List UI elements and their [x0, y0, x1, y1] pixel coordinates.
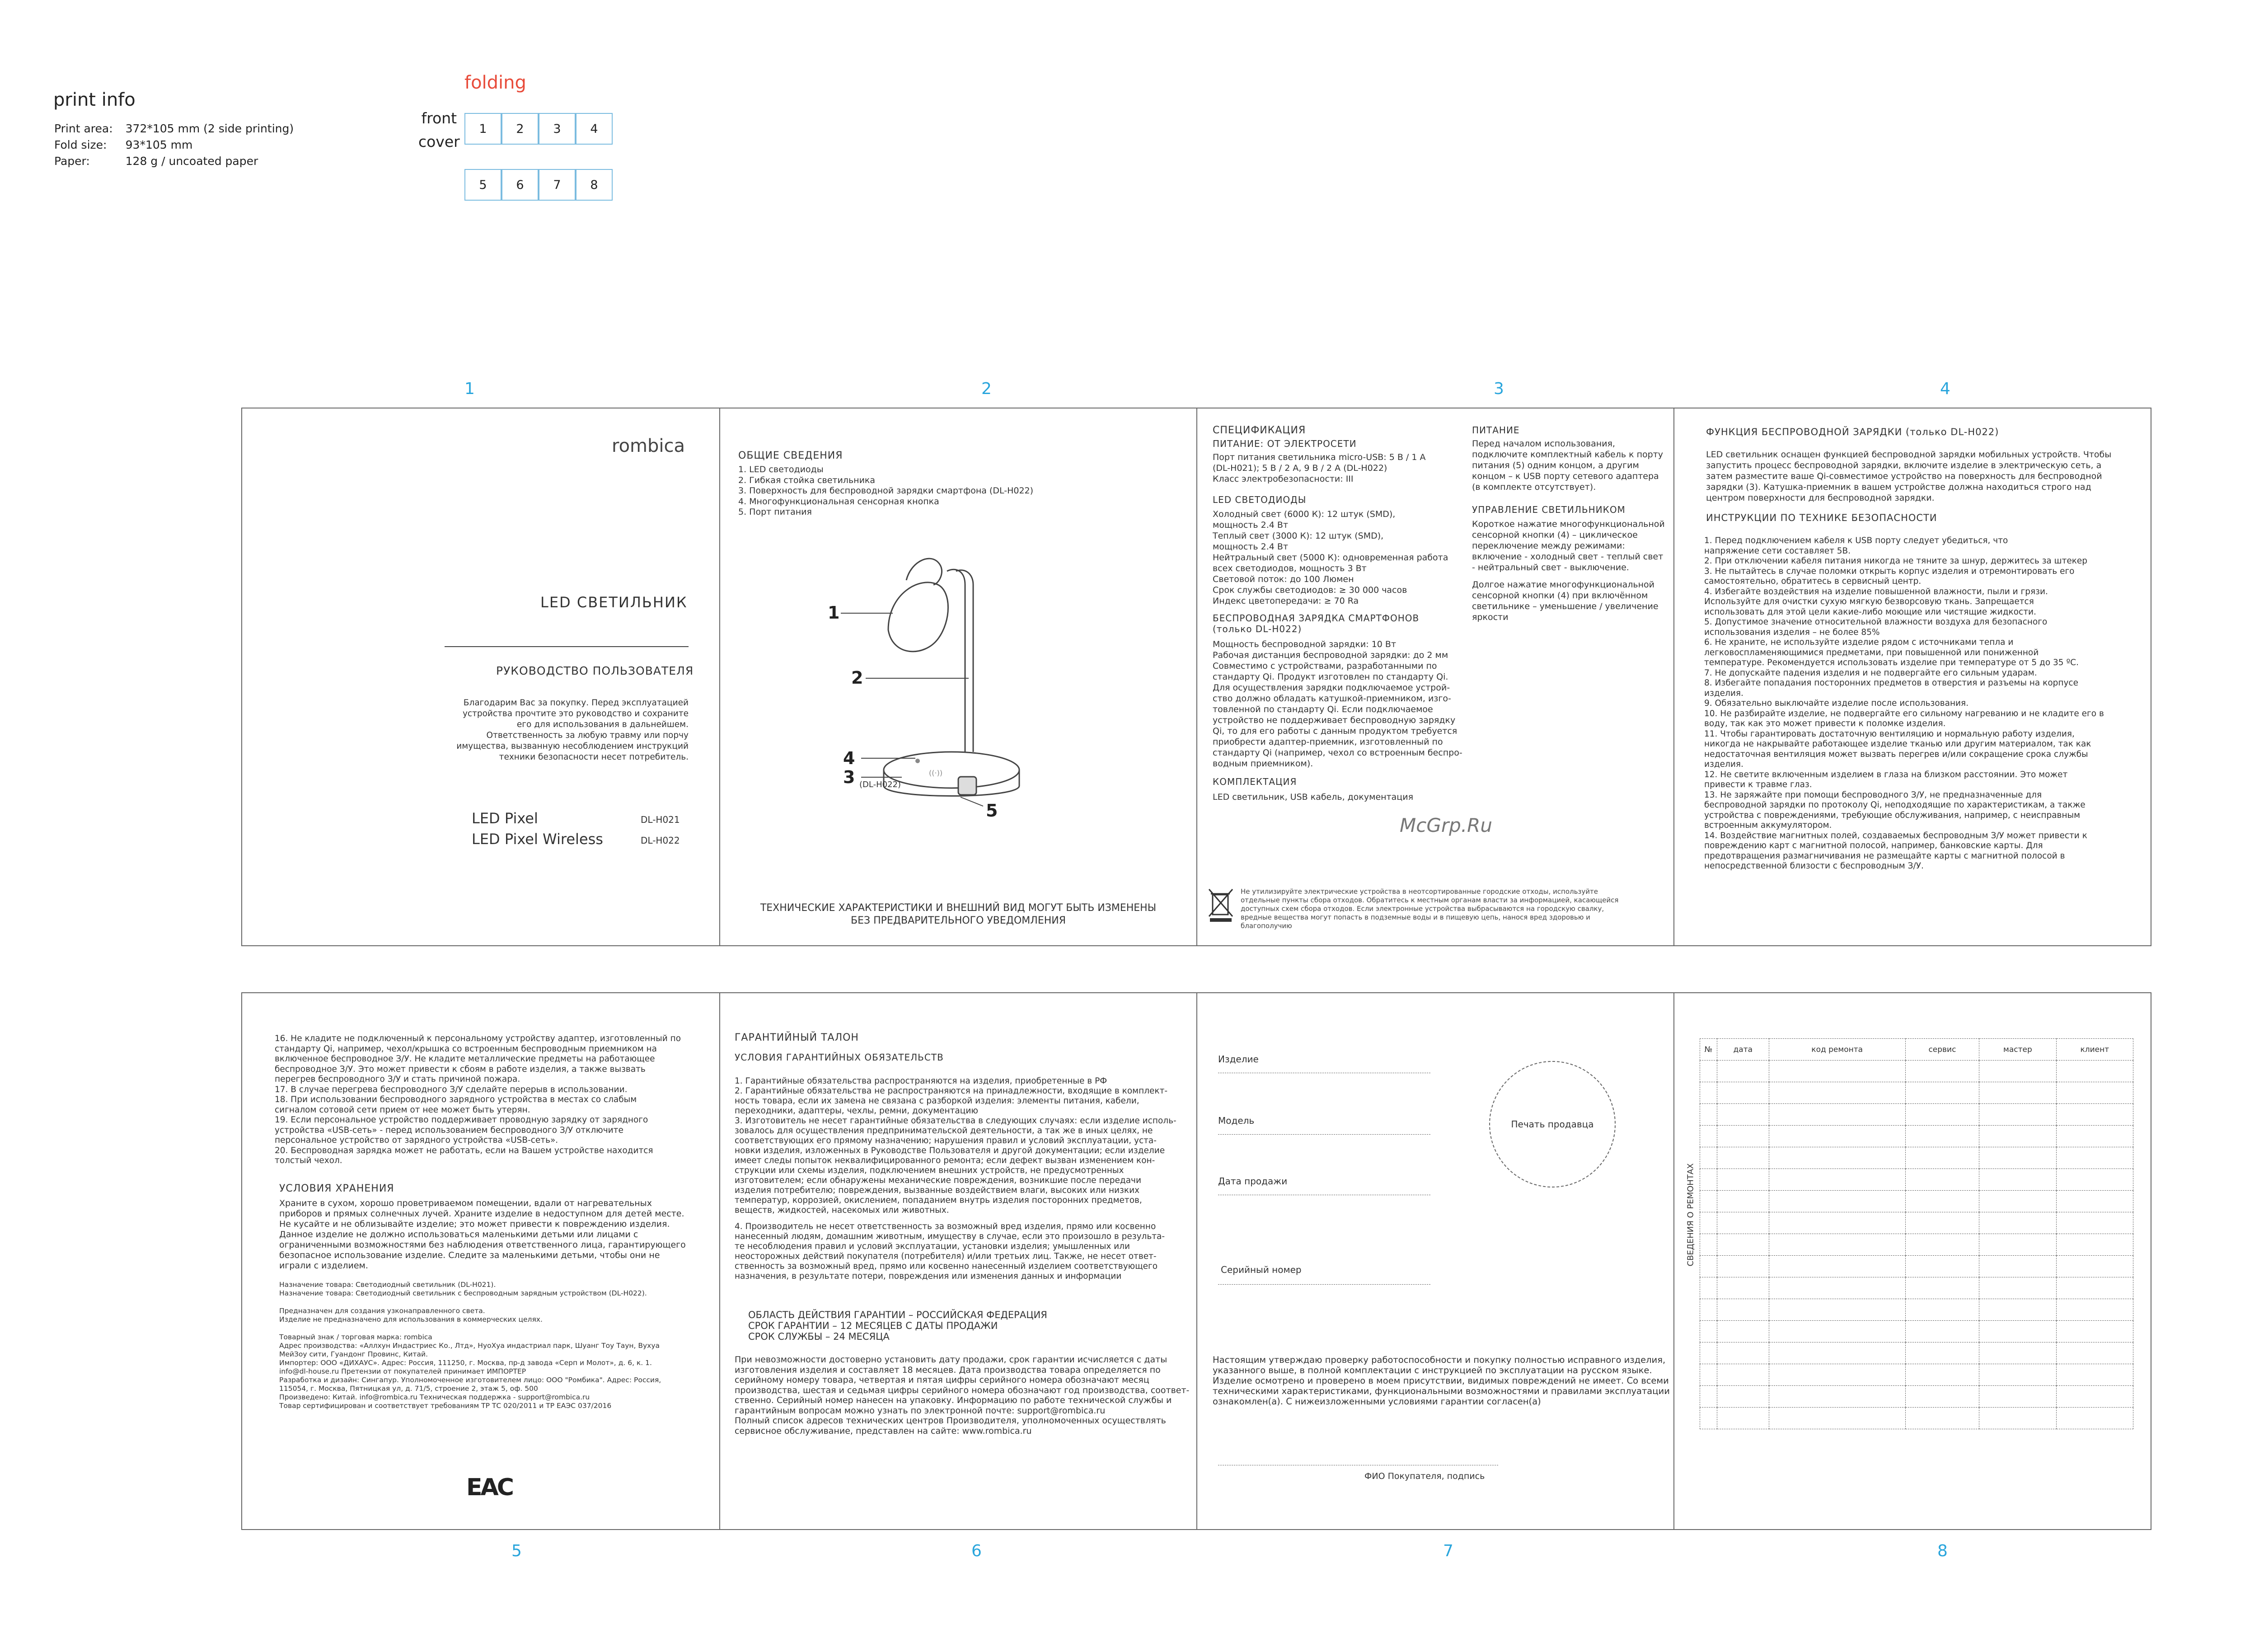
list-item: 4. Многофункциональная сенсорная кнопка — [738, 496, 939, 507]
fold-panel: 8 — [576, 169, 613, 201]
parts-list — [738, 465, 1033, 518]
repairs-side-title: СВЕДЕНИЯ О РЕМОНТАХ — [1686, 1163, 1696, 1267]
general-heading: ОБЩИЕ СВЕДЕНИЯ — [738, 450, 843, 461]
dl-note: (DL-H022) — [859, 780, 901, 789]
wireless-func-heading: ФУНКЦИЯ БЕСПРОВОДНОЙ ЗАРЯДКИ (только DL-H022) — [1706, 427, 1999, 437]
page-number: 4 — [1940, 380, 1950, 398]
print-area-label: Print area: — [54, 122, 113, 135]
table-row — [1700, 1234, 2133, 1256]
list-item: 1. Перед подключением кабеля к USB порту следует убедиться, что напряжение сети составляет 5В. — [1704, 536, 2008, 556]
list-item: 4. Производитель не несет ответственность за возможный вред изделия, прямо или косвенно нанесенный людям, домашним животным, имуществу в случае, если это произошло в результа- те несоблюдения правил и условий эксплуатации, установки изделия; умышленных или неосторожных действий покупателя (потребителя) и/или третьих лиц. Также, не несет ответ- ственность за возможный вред, прямо или косвенно нанесенный изделием соответствующего назначения, в результате потери, повреждения или изменения данных и информации — [735, 1222, 1165, 1281]
wireless-func-text: LED светильник оснащен функцией беспроводной зарядки мобильных устройств. Чтобы запустить процесс беспроводной зарядки, включите изделие в электрическую сеть, а затем разместите ваше Qi-совместимое устройство на поверхность для беспроводной зарядки (3). Катушка-приемник в вашем устройстве должна находиться строго над центром поверхности для беспроводной зарядки. — [1706, 450, 2112, 503]
column-header: мастер — [1979, 1039, 2057, 1061]
product-title: LED СВЕТИЛЬНИК — [540, 594, 688, 611]
table-row — [1700, 1082, 2133, 1104]
package-text: LED светильник, USB кабель, документация — [1213, 792, 1414, 802]
paper-label: Paper: — [54, 155, 90, 168]
control-text-2: Долгое нажатие многофункциональной сенсорной кнопки (4) при включённом светильнике – уменьшение / увеличение яркости — [1472, 580, 1659, 622]
print-info-table — [53, 120, 306, 170]
fold-line — [1673, 993, 1674, 1529]
seller-stamp-label: Печать продавца — [1511, 1119, 1594, 1130]
callout-label: 3 — [843, 767, 855, 787]
model-code: DL-H021 — [641, 814, 680, 825]
fold-line — [1196, 993, 1197, 1529]
fold-panel: 6 — [501, 169, 539, 201]
print-area-value: 372*105 mm (2 side printing) — [125, 122, 294, 135]
safety-list-cont — [275, 1034, 681, 1166]
control-text: Короткое нажатие многофункциональной сенсорной кнопки (4) – циклическое переключение между режимами: включение - холодный свет - теплый свет - нейтральный свет - выключение. — [1472, 519, 1665, 573]
list-item: 20. Беспроводная зарядка может не работать, если на Вашем устройстве находится толстый чехол. — [275, 1145, 653, 1165]
power-heading: ПИТАНИЕ: ОТ ЭЛЕКТРОСЕТИ — [1213, 438, 1357, 449]
column-header: № — [1700, 1039, 1717, 1061]
fold-line — [1673, 408, 1674, 945]
print-info-title: print info — [53, 89, 136, 110]
table-row — [1700, 1299, 2133, 1321]
purpose-text: Назначение товара: Светодиодный светильник (DL-H021). Назначение товара: Светодиодный светильник с беспроводным зарядным устройством (DL-H022). — [279, 1281, 647, 1297]
page-number: 8 — [1937, 1542, 1948, 1560]
column-header: сервис — [1905, 1039, 1979, 1061]
signature-label: ФИО Покупателя, подпись — [1364, 1471, 1485, 1481]
folding-row-top — [464, 113, 613, 145]
purpose-note: Предназначен для создания узконаправленного света. Изделие не предназначено для использования в коммерческих целях. — [279, 1307, 543, 1323]
footer-note: ТЕХНИЧЕСКИЕ ХАРАКТЕРИСТИКИ И ВНЕШНИЙ ВИД МОГУТ БЫТЬ ИЗМЕНЕНЫ БЕЗ ПРЕДВАРИТЕЛЬНОГО УВЕДОМЛЕНИЯ — [760, 902, 1157, 926]
power-text: Порт питания светильника micro-USB: 5 В / 1 А (DL-H021); 5 В / 2 А, 9 В / 2 А (DL-H022) Класс электробезопасности: III — [1213, 452, 1426, 484]
fold-panel: 2 — [501, 113, 539, 145]
field-date-label: Дата продажи — [1218, 1176, 1288, 1187]
callout-label: 5 — [986, 801, 998, 821]
lamp-diagram — [802, 517, 1119, 842]
callout-label: 4 — [843, 748, 855, 768]
repairs-table — [1700, 1038, 2133, 1429]
svg-text:((·)): ((·)) — [929, 769, 943, 777]
manual-title: РУКОВОДСТВО ПОЛЬЗОВАТЕЛЯ — [496, 664, 694, 677]
table-row — [1700, 1321, 2133, 1342]
list-item: 6. Не храните, не используйте изделие рядом с источниками тепла и легковоспламеняющимися предметами, при повышенной или пониженной температуре. Рекомендуется использовать изделие при температуре от 5 до 35 ºС. — [1704, 638, 2079, 667]
table-row — [1700, 1408, 2133, 1429]
field-line — [1218, 1134, 1430, 1135]
safety-heading: ИНСТРУКЦИИ ПО ТЕХНИКЕ БЕЗОПАСНОСТИ — [1706, 512, 1937, 523]
eco-note: Не утилизируйте электрические устройства в неотсортированные городские отходы, используйте отдельные пункты сбора отходов. Обратитесь к местным органам власти за информацией, касающейся доступных схем сбора отходов. Если электронные устройства выбрасываются на городскую свалку, вредные вещества могут попасть в подземные воды и в пищевую цепь, нанося вред здоровью и благополучию — [1241, 887, 1619, 930]
list-item: 2. Гибкая стойка светильника — [738, 475, 876, 485]
list-item: 14. Воздействие магнитных полей, создаваемых беспроводным З/У может привести к повреждению карт с магнитной полосой, например, банковские карты. Для предотвращения размагничивания не размещайте карты с магнитной полосой в непосредственной близости с беспроводным З/У. — [1704, 831, 2087, 871]
list-item: 2. Гарантийные обязательства не распространяются на принадлежности, входящие в комплект- ность товара, если их замена не связана с разборкой изделия: элементы питания, кабели, переходники, адаптеры, чехлы, ремни, документацию — [735, 1086, 1168, 1116]
list-item: 2. При отключении кабеля питания никогда не тяните за шнур, держитесь за штекер — [1704, 556, 2088, 566]
model-name: LED Pixel — [472, 810, 538, 827]
callout-label: 2 — [851, 668, 863, 688]
callout-label: 1 — [828, 603, 840, 623]
list-item: 13. Не заряжайте при помощи беспроводного З/У, не предназначенные для беспроводной зарядки по протоколу Qi, неподходящие по характеристикам, а также устройства с повреждениями, требующие обслуживания, например, с неисправным встроенным аккумулятором. — [1704, 790, 2086, 830]
list-item: 5. Допустимое значение относительной влажности воздуха для безопасного использования изделия – не более 85% — [1704, 617, 2048, 637]
warranty-info: При невозможности достоверно установить дату продажи, срок гарантии исчисляется с даты изготовления изделия и составляет 18 месяцев. Дата производства товара определяется по серийному номеру товара, четвертая и пятая цифры серийного номера обозначают месяц производства, шестая и седьмая цифры серийного номера обозначают год производства, соответ- ственно. Серийный номер нанесен на упаковку. Информацию по работе технической службы и гарантийным вопросам можно узнать по электронной почте: support@rombica.ru Полный список адресов технических центров Производителя, уполномоченных осуществлять сервисное обслуживание, представлен на сайте: www.rombica.ru — [735, 1355, 1190, 1436]
list-item: 3. Не пытайтесь в случае поломки открыть корпус изделия и отремонтировать его самостоятельно, обратитесь в сервисный центр. — [1704, 566, 2075, 586]
warranty-area: ОБЛАСТЬ ДЕЙСТВИЯ ГАРАНТИИ – РОССИЙСКАЯ ФЕДЕРАЦИЯ СРОК ГАРАНТИИ – 12 МЕСЯЦЕВ С ДАТЫ ПРОДАЖИ СРОК СЛУЖБЫ – 24 МЕСЯЦА — [748, 1309, 1047, 1342]
manufacturer-info: Товарный знак / торговая марка: rombica Адрес производства: «Аллхун Индастриес Ко., Лтд», НуоХуа индастриал парк, Шуанг Тоу Таун, Вухуа МейЗоу сити, Гуандонг Провинс, Китай. Импортер: ООО «ДИХАУС». Адрес: Россия, 111250, г. Москва, пр-д завода «Серп и Молот», д. 6, к. 1. info@dl-house.ru Претензии от покупателей принимает ИМПОРТЕР Разработка и дизайн: Сингапур. Уполномоченное изготовителем лицо: ООО "Ромбика". Адрес: Россия, 115054, г. Москва, Пятницкая ул, д. 71/5, строение 2, этаж 5, оф. 500 Произведено: Китай. info@rombica.ru Техническая поддержка - support@rombica.ru Товар сертифицирован и соответствует требованиям ТР ТС 020/2011 и ТР ЕАЭС 037/2016 — [279, 1333, 661, 1410]
sheet-back — [241, 992, 2151, 1530]
table-header-row — [1700, 1039, 2133, 1061]
storage-text: Храните в сухом, хорошо проветриваемом помещении, вдали от нагревательных приборов и прямых солнечных лучей. Храните изделие в недоступном для детей месте. Не кусайте и не облизывайте изделие; это может привести к повреждению изделия. Данное изделие не должно использоваться маленькими детьми или лицами с ограниченными возможностями без наблюдения ответственного лица, гарантирующего безопасное использование изделие. Следите за маленькими детьми, чтобы они не играли с изделием. — [279, 1198, 686, 1271]
field-serial-label: Серийный номер — [1221, 1264, 1302, 1275]
front-cover-label: front cover — [418, 109, 460, 150]
title-divider — [445, 646, 689, 647]
list-item: 1. Гарантийные обязательства распространяются на изделия, приобретенные в РФ — [735, 1076, 1107, 1086]
folding-title: folding — [464, 72, 526, 93]
column-header: клиент — [2056, 1039, 2133, 1061]
package-heading: КОМПЛЕКТАЦИЯ — [1213, 776, 1297, 787]
table-row — [1700, 1104, 2133, 1126]
list-item: 1. LED светодиоды — [738, 465, 824, 474]
control-heading: УПРАВЛЕНИЕ СВЕТИЛЬНИКОМ — [1472, 504, 1626, 515]
page-number: 5 — [511, 1542, 522, 1560]
fold-line — [719, 408, 720, 945]
storage-heading: УСЛОВИЯ ХРАНЕНИЯ — [279, 1183, 394, 1194]
table-row — [1700, 1386, 2133, 1408]
wireless-text: Мощность беспроводной зарядки: 10 Вт Рабочая дистанция беспроводной зарядки: до 2 мм Совместимо с устройствами, разработанными по стандарту Qi. Продукт изготовлен по стандарту Qi. Для осуществления зарядки подключаемое устрой- ство должно обладать катушкой-приемником, изго- товленной по стандарту Qi. Если подключаемое устройство не поддерживает беспроводную зарядку Qi, то для его работы с данным продуктом требуется приобрести адаптер-приемник, изготовленный по стандарту Qi (например, чехол со встроенным беспро- водным приемником). — [1213, 639, 1462, 769]
table-row — [1700, 1191, 2133, 1212]
led-text: Холодный свет (6000 К): 12 штук (SMD), мощность 2.4 Вт Теплый свет (3000 К): 12 штук (SMD), мощность 2.4 Вт Нейтральный свет (5000 К): одновременная работа всех светодиодов, мощность 3 Вт Световой поток: до 100 Люмен Срок службы светодиодов: ≥ 30 000 часов Индекс цветопередачи: ≥ 70 Ra — [1213, 509, 1448, 606]
list-item: 19. Если персональное устройство поддерживает проводную зарядку от зарядного устройства «USB-сеть» - перед использованием беспроводного З/У отключите персональное устройство от зарядного устройства «USB-сеть». — [275, 1115, 648, 1145]
page-number: 7 — [1443, 1542, 1453, 1560]
paper-value: 128 g / uncoated paper — [125, 155, 258, 168]
list-item: 3. Изготовитель не несет гарантийные обязательства в следующих случаях: если изделие исполь- зовалось для осуществления предпринимательской деятельности, а так же в иных целях, не соответствующих его прямому назначению; нарушения правил и условий эксплуатации, уста- новки изделия, изложенных в Руководстве Пользователя и другой документации; если изделие имеет следы попыток неквалифицированного ремонта; если дефект вызван изменением кон- струкции или схемы изделия, подключением внешних устройств, не предусмотренных изготовителем; если обнаружены механические повреждения, возникшие после передачи изделия потребителю; повреждения, вызванные воздействием влаги, высоких или низких температур, коррозией, окислением, попаданием внутрь изделия посторонних предметов, веществ, жидкостей, насекомых или животных. — [735, 1116, 1176, 1215]
led-heading: LED СВЕТОДИОДЫ — [1213, 494, 1307, 505]
field-product-label: Изделие — [1218, 1054, 1259, 1065]
fold-panel: 5 — [464, 169, 501, 201]
list-item: 17. В случае перегрева беспроводного З/У сделайте перерыв в использовании. — [275, 1084, 628, 1094]
table-row — [1700, 1256, 2133, 1277]
list-item: 11. Чтобы гарантировать достаточную вентиляцию и нормальную работу изделия, никогда не накрывайте работающее изделие тканью или другим материалом, так как недостаточная вентиляция может вызвать перегрев и/или сокращение срока службы изделия. — [1704, 729, 2091, 769]
fold-panel: 1 — [464, 113, 501, 145]
list-item: 16. Не кладите не подключенный к персональному устройству адаптер, изготовленный по стандарту Qi, например, чехол/крышка со встроенным беспроводным приемником на включенное беспроводное З/У. Не кладите металлические предметы на работающее беспроводное З/У. Это может привести к сбоям в работе изделия, а также вызвать перегрев беспроводного З/У и стать причиной пожара. — [275, 1034, 681, 1084]
table-row — [1700, 1169, 2133, 1191]
sheet-front — [241, 408, 2151, 946]
warranty-conditions-heading: УСЛОВИЯ ГАРАНТИЙНЫХ ОБЯЗАТЕЛЬСТВ — [735, 1052, 944, 1063]
power-heading-2: ПИТАНИЕ — [1472, 425, 1520, 436]
page-number: 1 — [464, 380, 475, 398]
table-row — [1700, 1061, 2133, 1082]
page-number: 3 — [1494, 380, 1504, 398]
brand-logo: rombica — [612, 436, 685, 456]
table-row — [1700, 1342, 2133, 1364]
spec-heading: СПЕЦИФИКАЦИЯ — [1213, 425, 1306, 436]
list-item: 7. Не допускайте падения изделия и не подвергайте его сильным ударам. — [1704, 668, 2037, 678]
repairs-side-title-wrap — [1682, 1147, 1696, 1282]
field-model-label: Модель — [1218, 1115, 1255, 1126]
table-row — [1700, 1277, 2133, 1299]
warranty-title: ГАРАНТИЙНЫЙ ТАЛОН — [735, 1032, 859, 1043]
page-number: 2 — [981, 380, 992, 398]
fold-size-value: 93*105 mm — [125, 138, 193, 151]
fold-line — [1196, 408, 1197, 945]
table-row — [1700, 1212, 2133, 1234]
fold-panel: 4 — [576, 113, 613, 145]
column-header: код ремонта — [1769, 1039, 1905, 1061]
model-name: LED Pixel Wireless — [472, 831, 603, 848]
power-text-2: Перед началом использования, подключите комплектный кабель к порту питания (5) одним концом, а другим концом – к USB порту сетевого адаптера (в комплекте отсутствует). — [1472, 439, 1664, 492]
list-item: 4. Избегайте воздействия на изделие повышенной влажности, пыли и грязи. Используйте для очистки сухую мягкую безворсовую ткань. Запрещается использовать для этой цели какие-либо моющие или чистящие жидкости. — [1704, 587, 2048, 617]
fold-size-label: Fold size: — [54, 138, 107, 151]
list-item: 18. При использовании беспроводного зарядного устройства в местах со слабым сигналом сотовой сети прием от нее может быть утерян. — [275, 1095, 637, 1115]
fold-panel: 3 — [539, 113, 576, 145]
list-item: 8. Избегайте попадания посторонних предметов в отверстия и разъемы на корпусе изделия. — [1704, 678, 2078, 698]
list-item: 12. Не светите включенным изделием в глаза на близком расстоянии. Это может привести к травме глаз. — [1704, 770, 2068, 789]
weee-bin-icon — [1208, 888, 1233, 922]
eac-mark: EAC — [466, 1474, 512, 1501]
purchase-confirmation: Настоящим утверждаю проверку работоспособности и покупку полностью исправного изделия, указанного выше, в полной комплектации с инструкцией по эксплуатации на русском языке. Изделие осмотрено и проверено в моем присутствии, видимых повреждений не имеет. Со всеми техническими характеристиками, функциональными возможностями и правилами эксплуатации ознакомлен(а). С нижеизложенными условиями гарантии согласен(а) — [1213, 1355, 1670, 1407]
fold-panel: 7 — [539, 169, 576, 201]
list-item: 5. Порт питания — [738, 507, 812, 517]
table-row — [1700, 1126, 2133, 1147]
folding-row-bottom — [464, 169, 613, 201]
model-code: DL-H022 — [641, 835, 680, 846]
intro-text: Благодарим Вас за покупку. Перед эксплуатацией устройства прочтите это руководство и сохраните его для использования в дальнейшем. Ответственность за любую травму или порчу имущества, вызванную несоблюдением инструкций техники безопасности несет потребитель. — [456, 698, 689, 762]
safety-list — [1704, 536, 2104, 872]
field-line — [1218, 1284, 1430, 1285]
list-item: 9. Обязательно выключайте изделие после использования. — [1704, 699, 1969, 708]
page-number: 6 — [971, 1542, 982, 1560]
fold-line — [719, 993, 720, 1529]
table-row — [1700, 1364, 2133, 1386]
list-item: 10. Не разбирайте изделие, не подвергайте его сильному нагреванию и не кладите его в воду, так как это может привести к поломке изделия. — [1704, 709, 2104, 728]
watermark: McGrp.Ru — [1400, 814, 1492, 836]
warranty-list — [735, 1076, 1176, 1281]
wireless-heading: БЕСПРОВОДНАЯ ЗАРЯДКА СМАРТФОНОВ (только DL-H022) — [1213, 613, 1420, 634]
table-row — [1700, 1147, 2133, 1169]
column-header: дата — [1717, 1039, 1769, 1061]
list-item: 3. Поверхность для беспроводной зарядки смартфона (DL-H022) — [738, 486, 1034, 496]
